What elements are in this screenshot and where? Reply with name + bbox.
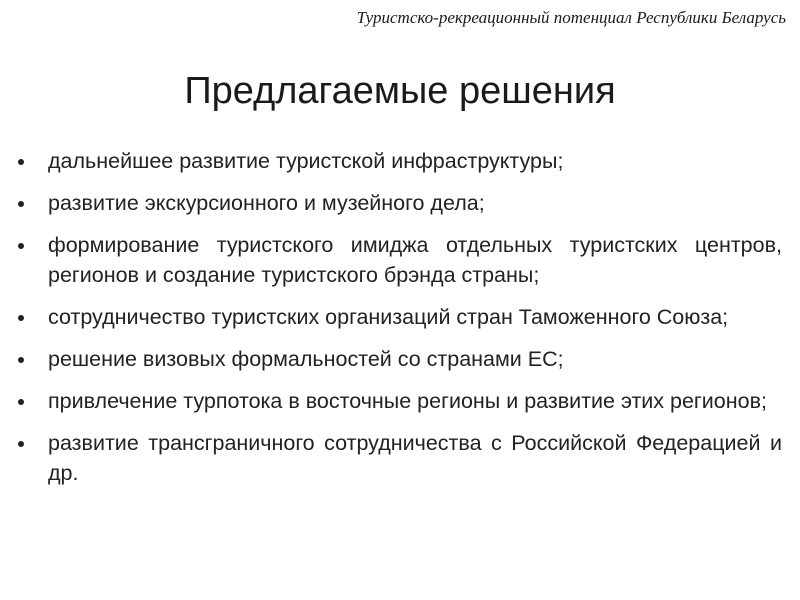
bullet-dot xyxy=(18,357,24,363)
bullet-text: сотрудничество туристских организаций стран Таможенного Союза; xyxy=(48,305,729,329)
header-note: Туристско-рекреационный потенциал Республики Беларусь xyxy=(356,8,786,27)
slide-title: Предлагаемые решения xyxy=(184,70,616,112)
bullet-text: развитие трансграничного сотрудничества с Российской Федерацией и др. xyxy=(48,431,782,485)
bullet-text: формирование туристского имиджа отдельных туристских центров, регионов и создание туристского брэнда страны; xyxy=(48,233,782,287)
bullet-item xyxy=(18,428,782,488)
bullet-dot xyxy=(18,201,24,207)
bullet-dot xyxy=(18,315,24,321)
bullet-item xyxy=(18,344,782,374)
bullet-dot xyxy=(18,399,24,405)
bullet-item xyxy=(18,302,782,332)
bullet-text: развитие экскурсионного и музейного дела; xyxy=(48,191,485,215)
bullet-item xyxy=(18,230,782,290)
bullet-item xyxy=(18,146,782,176)
bullet-dot xyxy=(18,243,24,249)
bullet-dot xyxy=(18,441,24,447)
bullet-text: привлечение турпотока в восточные регионы и развитие этих регионов; xyxy=(48,389,767,413)
bullet-item xyxy=(18,386,782,416)
bullet-item xyxy=(18,188,782,218)
bullet-text: решение визовых формальностей со странами ЕС; xyxy=(48,347,564,371)
bullet-dot xyxy=(18,159,24,165)
bullet-text: дальнейшее развитие туристской инфраструктуры; xyxy=(48,149,564,173)
bullet-list xyxy=(18,146,782,500)
